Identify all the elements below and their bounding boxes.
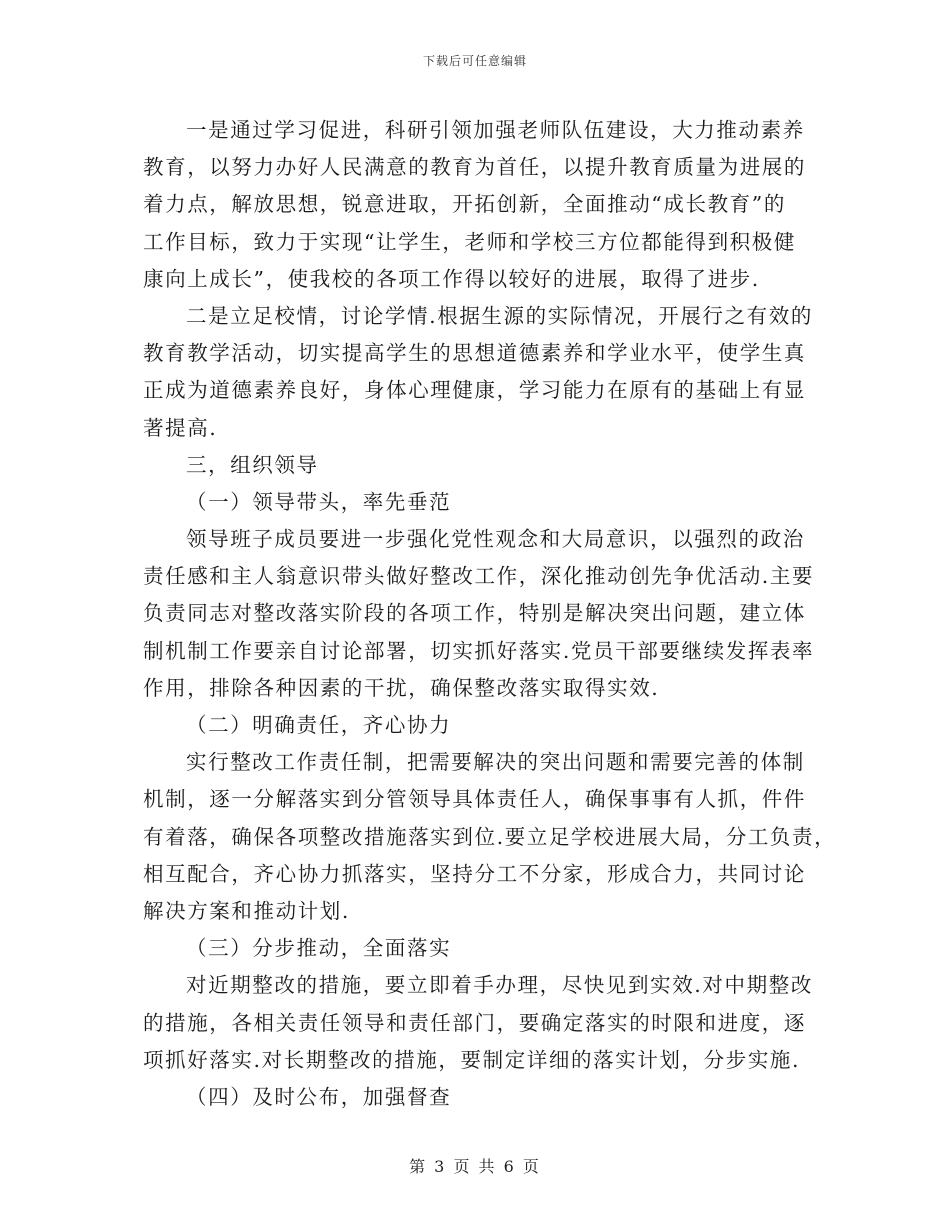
- paragraph-line: 项抓好落实.对长期整改的措施，要制定详细的落实计划，分步实施.: [143, 1047, 801, 1072]
- paragraph-line: 着力点，解放思想，锐意进取，开拓创新，全面推动“成长教育”的: [143, 192, 786, 217]
- paragraph-line: 解决方案和推动计划.: [143, 898, 351, 923]
- paragraph-line: 二是立足校情，讨论学情.根据生源的实际情况，开展行之有效的: [186, 303, 813, 328]
- subsection-heading: （一）领导带头，率先垂范: [186, 489, 452, 514]
- paragraph-line: 责任感和主人翁意识带头做好整改工作，深化推动创先争优活动.主要: [143, 564, 815, 589]
- paragraph-line: 对近期整改的措施，要立即着手办理，尽快见到实效.对中期整改: [186, 973, 813, 998]
- paragraph-line: 正成为道德素养良好，身体心理健康，学习能力在原有的基础上有显: [143, 378, 806, 403]
- paragraph-line: 康向上成长”，使我校的各项工作得以较好的进展，取得了进步.: [143, 266, 760, 291]
- subsection-heading: （二）明确责任，齐心协力: [186, 713, 452, 737]
- document-body: [143, 112, 837, 1116]
- paragraph-line: 领导班子成员要进一步强化党性观念和大局意识，以强烈的政治: [186, 527, 805, 552]
- paragraph-line: 实行整改工作责任制，把需要解决的突出问题和需要完善的体制: [186, 750, 805, 775]
- paragraph-line: 机制，逐一分解落实到分管领导具体责任人，确保事事有人抓，件件: [143, 787, 806, 812]
- paragraph-line: 教育教学活动，切实提高学生的思想道德素养和学业水平，使学生真: [143, 341, 806, 366]
- page-number: 第 3 页 共 6 页: [409, 1157, 541, 1176]
- page-header: 下载后可任意编辑: [422, 54, 527, 68]
- paragraph-line: 一是通过学习促进，科研引领加强老师队伍建设，大力推动素养: [186, 118, 805, 142]
- paragraph-line: 的措施，各相关责任领导和责任部门，要确定落实的时限和进度，逐: [143, 1010, 806, 1035]
- section-heading: 三，组织领导: [186, 452, 319, 477]
- subsection-heading: （三）分步推动，全面落实: [186, 936, 452, 961]
- paragraph-line: 相互配合，齐心协力抓落实，坚持分工不分家，形成合力，共同讨论: [143, 861, 806, 886]
- paragraph-line: 著提高.: [143, 415, 218, 440]
- paragraph-line: 作用，排除各种因素的干扰，确保整改落实取得实效.: [143, 675, 660, 700]
- paragraph-line: 教育，以努力办好人民满意的教育为首任，以提升教育质量为进展的: [143, 155, 806, 180]
- paragraph-line: 有着落，确保各项整改措施落实到位.要立足学校进展大局，分工负责，: [143, 824, 837, 849]
- subsection-heading: （四）及时公布，加强督查: [186, 1084, 452, 1109]
- paragraph-line: 工作目标，致力于实现“让学生，老师和学校三方位都能得到积极健: [143, 229, 796, 254]
- paragraph-line: 负责同志对整改落实阶段的各项工作，特别是解决突出问题，建立体: [143, 601, 806, 626]
- paragraph-line: 制机制工作要亲自讨论部署，切实抓好落实.党员干部要继续发挥表率: [143, 638, 815, 663]
